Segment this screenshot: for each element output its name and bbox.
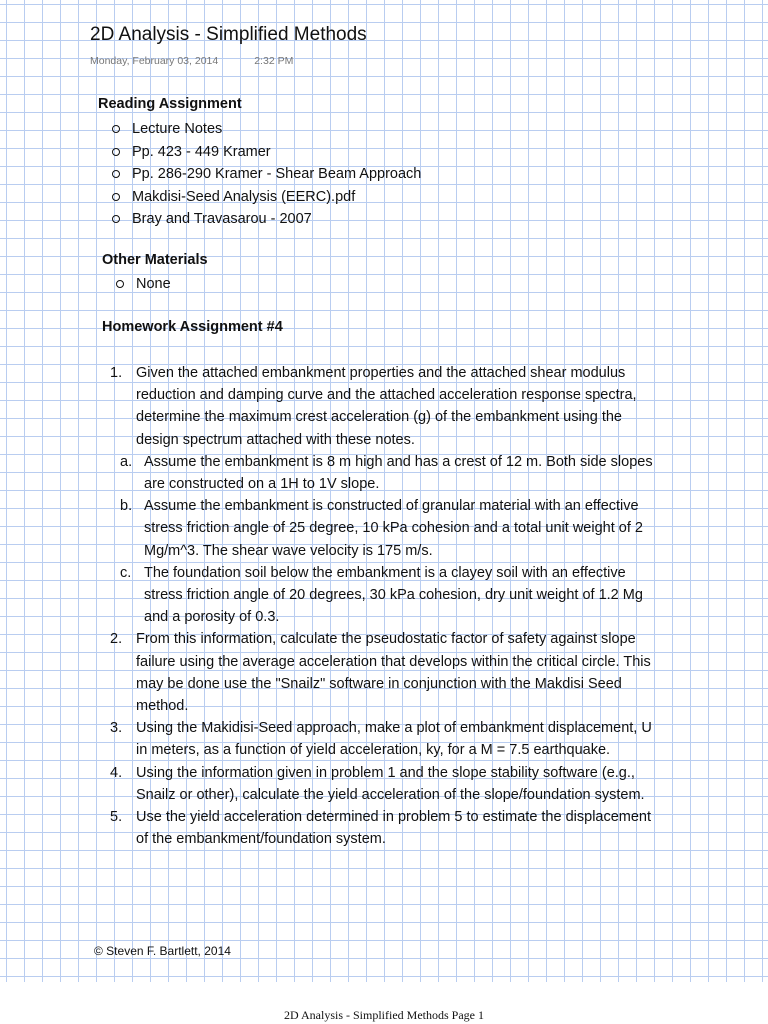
- homework-list: [110, 362, 660, 850]
- question-5: 5. Use the yield acceleration determined in problem 5 to estimate the displacement of the embankment/foundation system.: [110, 809, 652, 848]
- page-time: 2:32 PM: [254, 55, 294, 67]
- page-timestamp: [90, 55, 293, 67]
- list-item: None: [114, 273, 171, 296]
- question-1: 1. Given the attached embankment properties and the attached shear modulus reduction and damping curve and the attached acceleration response spectra, determine the maximum crest acceleration (g) of the embankment using the design spectrum attached with these notes.: [110, 365, 637, 448]
- question-1c: c. The foundation soil below the embankment is a clayey soil with an effective stress friction angle of 20 degrees, 30 kPa cohesion, dry unit weight of 1.2 Mg and a porosity of 0.3.: [120, 564, 643, 626]
- question-3: 3. Using the Makidisi-Seed approach, make a plot of embankment displacement, U in meters, as a function of yield acceleration, ky, for a M = 7.5 earthquake.: [110, 720, 652, 759]
- question-4: 4. Using the information given in problem 1 and the slope stability software (e.g., Snailz or other), calculate the yield acceleration of the slope/foundation system.: [110, 764, 645, 803]
- list-item: Pp. 286-290 Kramer - Shear Beam Approach: [110, 163, 421, 186]
- copyright-notice: © Steven F. Bartlett, 2014: [94, 944, 231, 958]
- page-date: Monday, February 03, 2014: [90, 55, 219, 67]
- list-item: Makdisi-Seed Analysis (EERC).pdf: [110, 186, 421, 209]
- other-list: [114, 273, 171, 296]
- page-title: 2D Analysis - Simplified Methods: [90, 24, 367, 45]
- list-item: Pp. 423 - 449 Kramer: [110, 141, 421, 164]
- homework-heading: Homework Assignment #4: [102, 319, 283, 335]
- list-item: Bray and Travasarou - 2007: [110, 208, 421, 231]
- question-2: 2. From this information, calculate the pseudostatic factor of safety against slope failure using the average acceleration that develops within the critical circle. This may be done use the "Snailz" software in conjunction with the Makdisi Seed method.: [110, 631, 651, 715]
- reading-list: [110, 118, 421, 231]
- other-heading: Other Materials: [102, 252, 208, 268]
- question-1a: a. Assume the embankment is 8 m high and has a crest of 12 m. Both side slopes are constructed on a 1H to 1V slope.: [120, 453, 653, 493]
- list-item: Lecture Notes: [110, 118, 421, 141]
- question-1b: b. Assume the embankment is constructed of granular material with an effective stress friction angle of 25 degree, 10 kPa cohesion and a total unit weight of 2 Mg/m^3. The shear wave velocity is 175 m/s.: [120, 498, 643, 559]
- reading-heading: Reading Assignment: [98, 96, 242, 112]
- page-number-label: 2D Analysis - Simplified Methods Page 1: [284, 1008, 484, 1022]
